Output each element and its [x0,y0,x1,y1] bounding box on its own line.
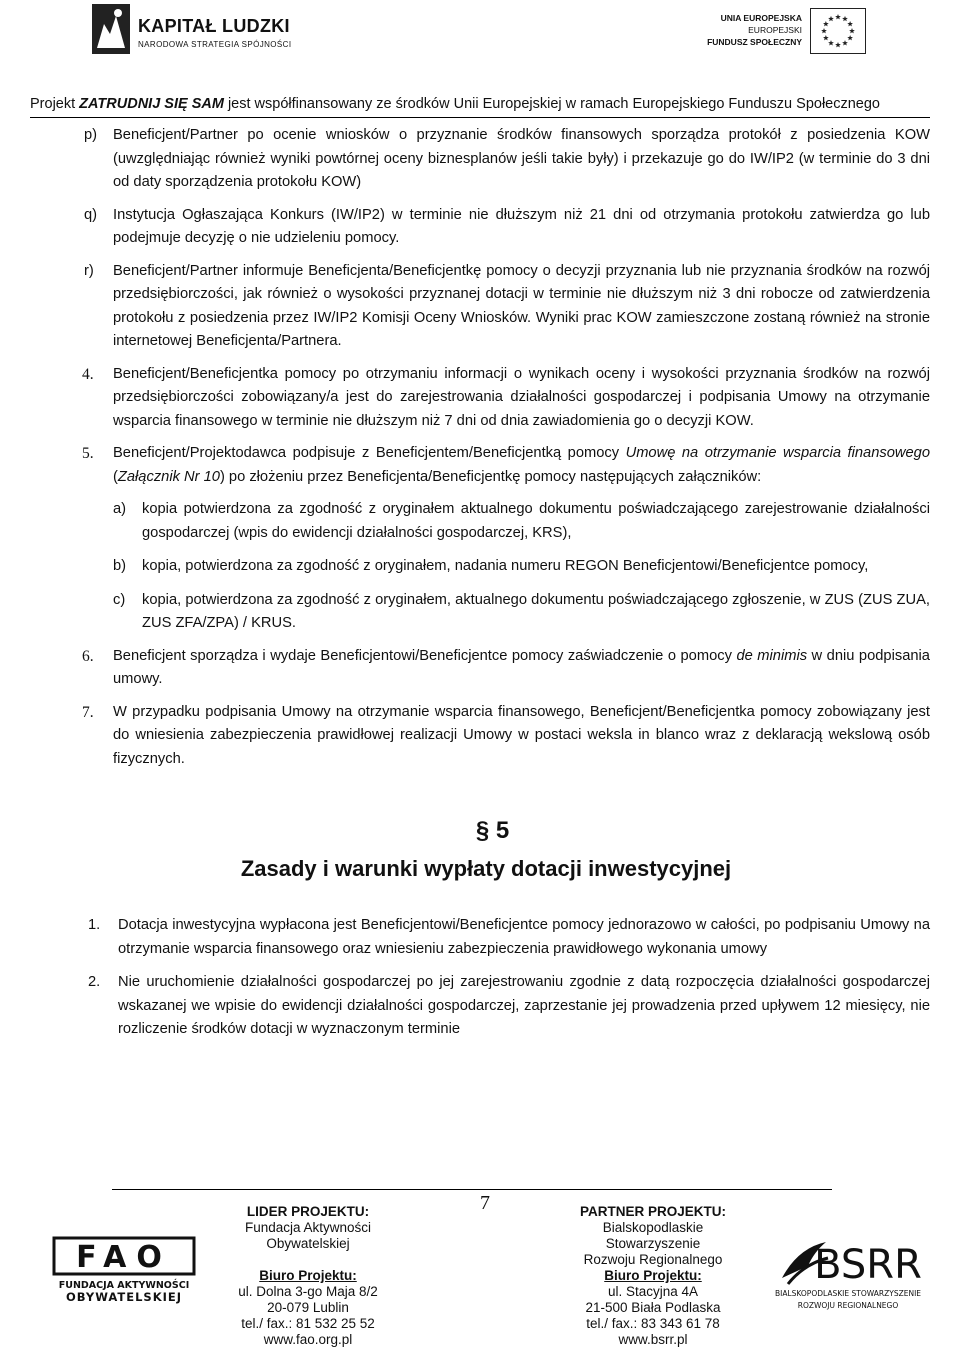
kl-title: KAPITAŁ LUDZKI [138,16,290,36]
item-text: kopia, potwierdzona za zgodność z oryginałem, nadania numeru REGON Beneficjentowi/Beneficjentce pomocy, [142,558,869,574]
item-italic: de minimis [736,647,808,664]
kapital-ludzki-emblem-icon [92,4,130,54]
lider-phone: tel./ fax.: 81 532 25 52 [241,1316,375,1331]
item-7 [30,701,930,772]
lider-web[interactable]: www.fao.org.pl [263,1332,353,1347]
document-body [30,124,930,1052]
bsrr-line-2: ROZWOJU REGIONALNEGO [797,1301,899,1310]
lider-heading: LIDER PROJEKTU: [246,1204,370,1219]
sub-item-b [30,555,930,579]
partner-heading: PARTNER PROJEKTU: [579,1204,726,1219]
item-5 [30,442,930,489]
item-italic-a: Umowę na otrzymanie wsparcia finansowego [625,445,930,461]
eu-logo [700,6,870,58]
item-label: q) [84,206,98,223]
header-divider [30,117,930,118]
item-label: a) [113,501,127,517]
item-q [30,204,930,251]
partner-street: ul. Stacyjna 4A [607,1284,699,1299]
bsrr-logo [768,1226,928,1316]
lider-info [220,1204,396,1348]
item-4 [30,363,930,434]
item-text-c: ) po złożeniu przez Beneficjenta/Beneficjentkę pomocy następujących załączników: [219,468,762,485]
fao-mark: FAO [76,1240,172,1275]
item-text: Beneficjent/Partner informuje Beneficjenta/Beneficjentkę pomocy o decyzji przyznania lub nie przyznania środków na rozwój przedsiębiorczości, jak również o wysokości przyznanej dotacji w terminie nie dłuższym niż 3 dni robocze od zatwierdzenia protokołu z posiedzenia przez IW/IP2 Komisji Oceny Wniosków. Wyniki prac KOW zamieszczone zostaną również na stronie internetowej Beneficjenta/Partnera. [113,262,930,349]
fao-line-1: FUNDACJA AKTYWNOŚCI [58,1280,190,1291]
partner-office: Biuro Projektu: [604,1268,702,1283]
item-italic-b: Załącznik Nr 10 [117,468,220,485]
section-sign: § 5 [475,817,510,844]
partner-phone: tel./ fax.: 83 343 61 78 [586,1316,720,1331]
eu-line-3: FUNDUSZ SPOŁECZNY [707,37,802,47]
bsrr-logo-icon [768,1226,928,1316]
item-text-a: Beneficjent/Projektodawca podpisuje z Beneficjentem/Beneficjentką pomocy [113,445,626,461]
partner-web[interactable]: www.bsrr.pl [618,1332,688,1347]
item-text: kopia potwierdzona za zgodność z oryginałem aktualnego dokumentu poświadczającego zarejestrowanie działalności gospodarczej (wpis do ewidencji działalności gospodarczej, KRS), [142,501,930,541]
kapital-ludzki-logo [92,4,292,56]
section-item-1 [30,914,930,961]
item-label: p) [84,127,98,143]
item-label: b) [113,558,127,574]
bsrr-mark: BSRR [814,1242,922,1288]
section-item-2 [30,971,930,1042]
page-number: 7 [480,1192,490,1214]
kl-subtitle: NARODOWA STRATEGIA SPÓJNOŚCI [138,40,292,49]
item-label: 4. [82,365,94,383]
item-text: kopia, potwierdzona za zgodność z oryginałem, aktualnego dokumentu poświadczającego zgłoszenie, w ZUS (ZUS ZUA, ZUS ZFA/ZPA) / KRUS. [142,591,930,631]
partner-name-2: Stowarzyszenie [605,1236,701,1251]
fao-logo-icon [50,1234,198,1304]
item-text: W przypadku podpisania Umowy na otrzymanie wsparcia finansowego, Beneficjent/Beneficjentka pomocy zobowiązany jest do wniesienia zabezpieczenia prawidłowej realizacji Umowy w postaci weksla in blanco wraz z deklaracją wekslową osób fizycznych. [113,703,930,767]
lider-city: 20-079 Lublin [267,1300,349,1315]
item-text-b: w dniu podpisania umowy. [113,647,930,687]
partner-name-3: Rozwoju Regionalnego [583,1252,723,1267]
project-banner [30,96,930,112]
lider-name-2: Obywatelskiej [266,1236,350,1251]
fao-line-2: OBYWATELSKIEJ [65,1290,183,1304]
project-suffix: jest współfinansowany ze środków Unii Europejskiej w ramach Europejskiego Funduszu Społecznego [227,96,880,112]
partner-city: 21-500 Biała Podlaska [585,1300,721,1315]
project-name: ZATRUDNIJ SIĘ SAM [79,96,224,112]
item-label: r) [84,262,94,279]
fao-logo [50,1234,198,1304]
footer-divider [112,1189,832,1190]
item-label: 7. [82,703,94,721]
eu-line-1: UNIA EUROPEJSKA [720,13,802,23]
item-6 [30,645,930,692]
bsrr-line-1: BIALSKOPODLASKIE STOWARZYSZENIE [774,1289,922,1298]
item-text: Beneficjent/Partner po ocenie wniosków o przyznanie środków finansowych sporządza protokół z posiedzenia KOW (uwzględniając również wyniki powtórnej oceny biznesplanów jeśli takie były) i przekazuje go do IW/IP2 (w terminie do 3 dni od daty sporządzenia protokołu KOW) [113,127,930,190]
item-text: Beneficjent/Beneficjentka pomocy po otrzymaniu informacji o wynikach oceny i wysokości przyznania środków na rozwój przedsiębiorczości zobowiązany/a jest do zarejestrowania działalności gospodarczej i podpisania Umowy na otrzymanie wsparcia finansowego w terminie nie dłuższym niż 7 dni od dnia zawiadomienia go o decyzji KOW. [113,365,930,429]
item-text: Dotacja inwestycyjna wypłacona jest Beneficjentowi/Beneficjentce pomocy jednorazowo w całości, po podpisaniu Umowy na otrzymanie wsparcia finansowego oraz wniesieniu zabezpieczenia prawidłowego wykonania umowy [118,917,930,957]
section-title: Zasady i warunki wypłaty dotacji inwestycyjnej [240,855,732,881]
project-prefix: Projekt [30,96,76,112]
item-text: Instytucja Ogłaszająca Konkurs (IW/IP2) w terminie nie dłuższym niż 21 dni od otrzymania protokołu zatwierdza go lub podejmuje decyzję o nie udzieleniu pomocy. [113,206,930,246]
lider-name-1: Fundacja Aktywności [244,1220,372,1235]
lider-office: Biuro Projektu: [259,1268,357,1283]
eu-text [700,12,802,48]
item-label: 5. [82,445,94,462]
item-label: 6. [82,647,94,665]
partner-name-1: Bialskopodlaskie [602,1220,704,1235]
lider-street: ul. Dolna 3-go Maja 8/2 [238,1284,378,1299]
item-text: Nie uruchomienie działalności gospodarczej po jej zarejestrowaniu zgodnie z datą rozpoczęcia działalności gospodarczej wskazanej we wpisie do ewidencji działalności gospodarczej, zaprzestanie jej prowadzenia przed upływem 12 miesięcy, nie rozliczenie środków dotacji w wyznaczonym terminie [118,974,930,1037]
eu-flag-icon [810,8,866,54]
item-label: 2. [88,974,101,990]
item-p [30,124,930,195]
sub-item-c [30,589,930,636]
item-label: c) [113,591,126,608]
item-r [30,260,930,354]
item-text-a: Beneficjent sporządza i wydaje Beneficjentowi/Beneficjentce pomocy zaświadczenie o pomocy [113,647,737,664]
eu-line-2: EUROPEJSKI [748,25,802,35]
partner-info [560,1204,746,1348]
sub-item-a [30,498,930,545]
item-text-b: ( [113,468,118,485]
item-label: 1. [88,917,101,933]
